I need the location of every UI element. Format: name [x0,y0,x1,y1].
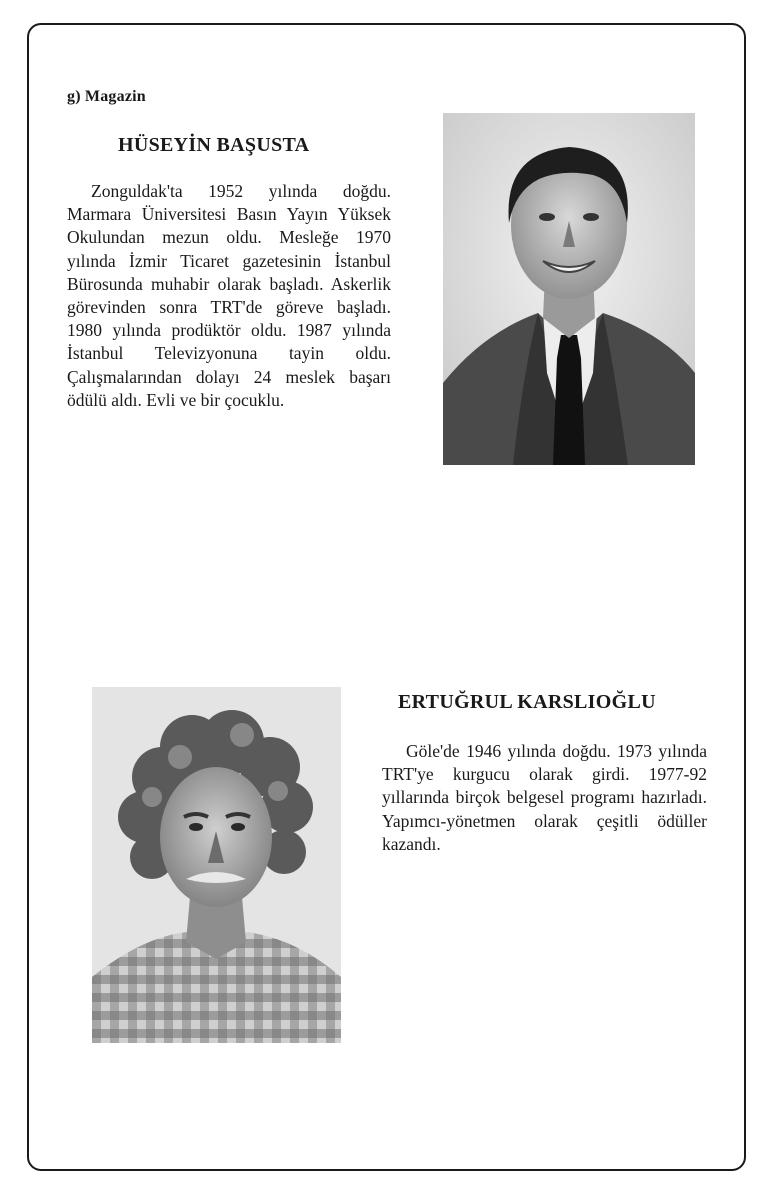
section-label: g) Magazin [67,88,146,105]
person-bio-karslioglu [382,740,707,856]
person-name-karslioglu: ERTUĞRUL KARSLIOĞLU [398,691,656,713]
person-bio-basusta [67,180,391,412]
bio-text: Zonguldak'ta 1952 yılında doğdu. Marmara Üniversitesi Basın Yayın Yüksek Okulundan mezun oldu. Mesleğe 1970 yılında İzmir Ticaret gazetesinin İstanbul Bürosunda muhabir olarak başladı. Askerlik görevinden sonra TRT'de göreve başladı. 1980 yılında prodüktör oldu. 1987 yılında İstanbul Televizyonuna tayin oldu. Çalışmalarından dolayı 24 meslek başarı ödülü aldı. Evli ve bir çocuklu. [67,181,391,410]
portrait-photo-basusta [443,113,695,465]
bio-text: Göle'de 1946 yılında doğdu. 1973 yılında TRT'ye kurgucu olarak girdi. 1977-92 yıllarında birçok belgesel programı hazırladı. Yapımcı-yönetmen olarak çeşitli ödüller kazandı. [382,741,707,854]
portrait-photo-karslioglu [92,687,341,1043]
person-name-basusta: HÜSEYİN BAŞUSTA [118,134,310,156]
